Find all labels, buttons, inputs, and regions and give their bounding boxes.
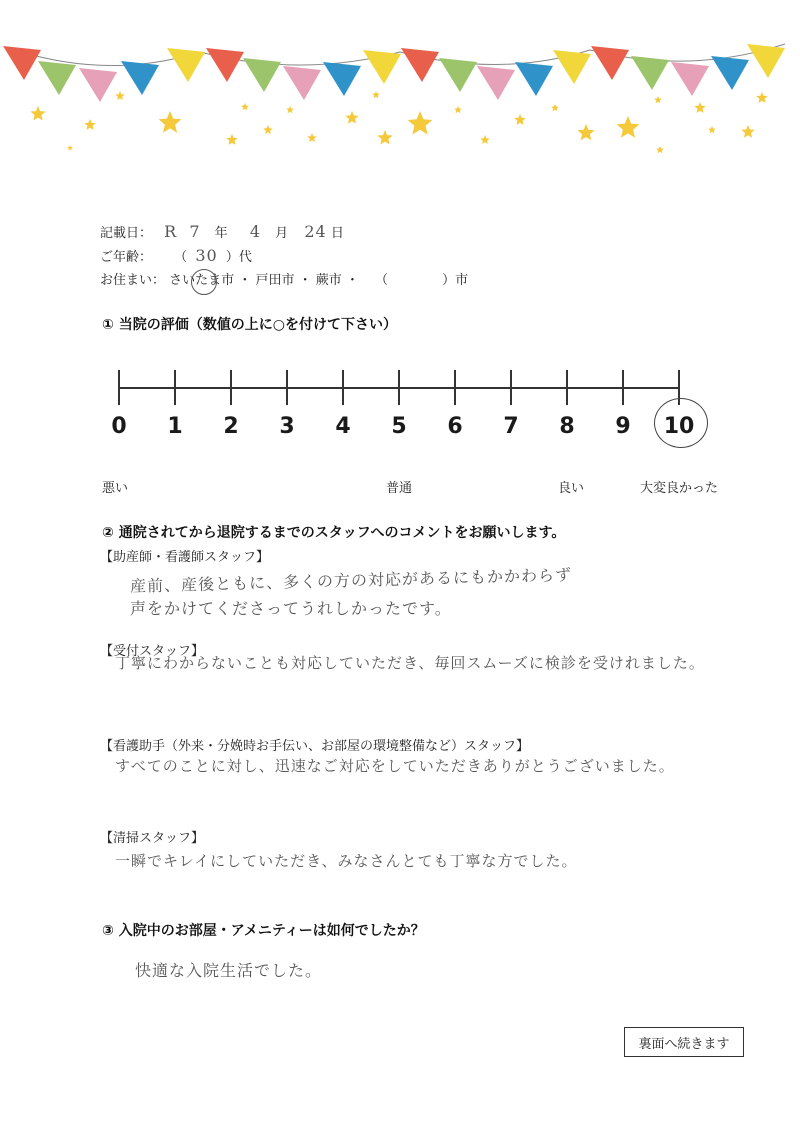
rating-number-7: 7 [503,414,519,439]
age-row [100,246,252,265]
rating-number-0: 0 [111,414,127,439]
age-close: ）代 [225,250,252,265]
bunting-flag [747,44,785,78]
rating-selection-circle-icon [654,398,708,448]
bunting-banner [0,0,800,170]
bunting-flag [79,68,117,102]
continue-on-back-box [624,1027,744,1057]
star-icon [286,106,294,113]
bunting-flag [206,48,244,82]
rating-number-6: 6 [447,414,463,439]
nursing-assistant-staff-label: 【看護助手（外来・分娩時お手伝い、お部屋の環境整備など）スタッフ】 [100,739,530,754]
star-icon [30,106,45,121]
star-icon [115,91,125,100]
bunting-flag [401,48,439,82]
star-icon [263,125,273,134]
reception-staff-label: 【受付スタッフ】 [100,644,205,659]
bunting-flag [323,62,361,96]
rating-number-10: 10 [663,414,695,439]
star-icon [372,91,380,98]
star-icon [241,103,249,110]
star-icon [654,96,662,103]
address-options-other: ・ 戸田市 ・ 蕨市 ・ [238,273,359,288]
star-icon [480,135,490,144]
bunting-flag [167,48,205,82]
amenity-comment: 快適な入院生活でした。 [135,961,323,980]
rating-number-2: 2 [223,414,239,439]
star-icon [756,92,767,103]
address-option-saitama-label: さいたま市 [169,273,235,288]
date-month-value: 4 [249,222,262,241]
rating-number-5: 5 [391,414,407,439]
bunting-flag [631,56,669,90]
age-open: （ [174,250,188,265]
star-icon [656,146,664,153]
address-row [100,269,468,288]
bunting-flag [38,61,76,95]
age-label: ご年齢： [100,250,153,265]
cleaning-comment: 一瞬でキレイにしていただき、みなさんとても丁寧な方でした。 [115,852,578,870]
bunting-flag [439,58,477,92]
star-icon [694,102,705,113]
selection-circle-icon [191,269,217,295]
nursing-assistant-comment: すべてのことに対し、迅速なご対応をしていただきありがとうございました。 [115,757,675,775]
continue-on-back-label: 裏面へ続きます [638,1036,730,1052]
reception-comment: 丁寧にわからないことも対応していただき、毎回スムーズに検診を受けれました。 [115,654,705,672]
bunting-flag [283,66,321,100]
star-icon [514,114,525,125]
midwife-comment-line2: 声をかけてくださってうれしかったです。 [130,599,452,618]
section1-heading: ① 当院の評価（数値の上に○を付けて下さい） [102,317,397,333]
rating-number-4: 4 [335,414,351,439]
address-other-open: （ [374,273,388,288]
age-value: 30 [195,246,218,265]
bunting-flag [243,58,281,92]
scale-label-normal: 普通 [386,481,413,496]
bunting-flag [121,61,159,95]
bunting-flag [591,46,629,80]
date-year-value: 7 [189,222,201,241]
scale-label-good: 良い [558,481,585,496]
star-icon [226,134,237,145]
cleaning-staff-label: 【清掃スタッフ】 [100,831,205,846]
star-icon [307,133,317,142]
rating-number-8: 8 [559,414,575,439]
section3-heading: ③ 入院中のお部屋・アメニティーは如何でしたか？ [102,923,425,939]
date-day-unit: 日 [330,226,344,241]
scale-label-bad: 悪い [102,481,129,496]
star-icon [67,145,73,150]
bunting-flag [477,66,515,100]
midwife-staff-label: 【助産師・看護師スタッフ】 [100,550,270,565]
address-option-saitama [169,273,238,288]
scale-label-excellent: 大変良かった [640,481,719,496]
star-icon [377,130,392,145]
date-label: 記載日： [100,226,153,241]
star-icon [408,111,433,135]
star-icon [84,119,95,130]
bunting-flag [711,56,749,90]
star-icon [454,106,462,113]
bunting-flag [553,50,591,84]
star-icon [617,116,640,138]
star-icon [741,125,754,138]
star-icon [577,124,594,140]
date-month-unit: 月 [275,226,289,241]
bunting-flag [671,62,709,96]
date-day-value: 24 [304,222,327,241]
midwife-comment-line1: 産前、産後ともに、多くの方の対応があるにもかかわらず [129,565,573,596]
rating-number-1: 1 [167,414,183,439]
star-icon [708,126,716,133]
section2-heading: ② 通院されてから退院するまでのスタッフへのコメントをお願いします。 [102,525,566,541]
bunting-flag [3,46,41,80]
bunting-flag [363,50,401,84]
star-icon [345,111,358,124]
date-row [100,222,344,241]
date-era-value: R [164,222,178,241]
rating-number-9: 9 [615,414,631,439]
star-icon [159,111,182,133]
star-icon [551,104,559,111]
rating-number-3: 3 [279,414,295,439]
address-other-close: ）市 [442,273,469,288]
address-label: お住まい： [100,273,166,288]
bunting-flag [515,62,553,96]
date-year-unit: 年 [214,226,228,241]
